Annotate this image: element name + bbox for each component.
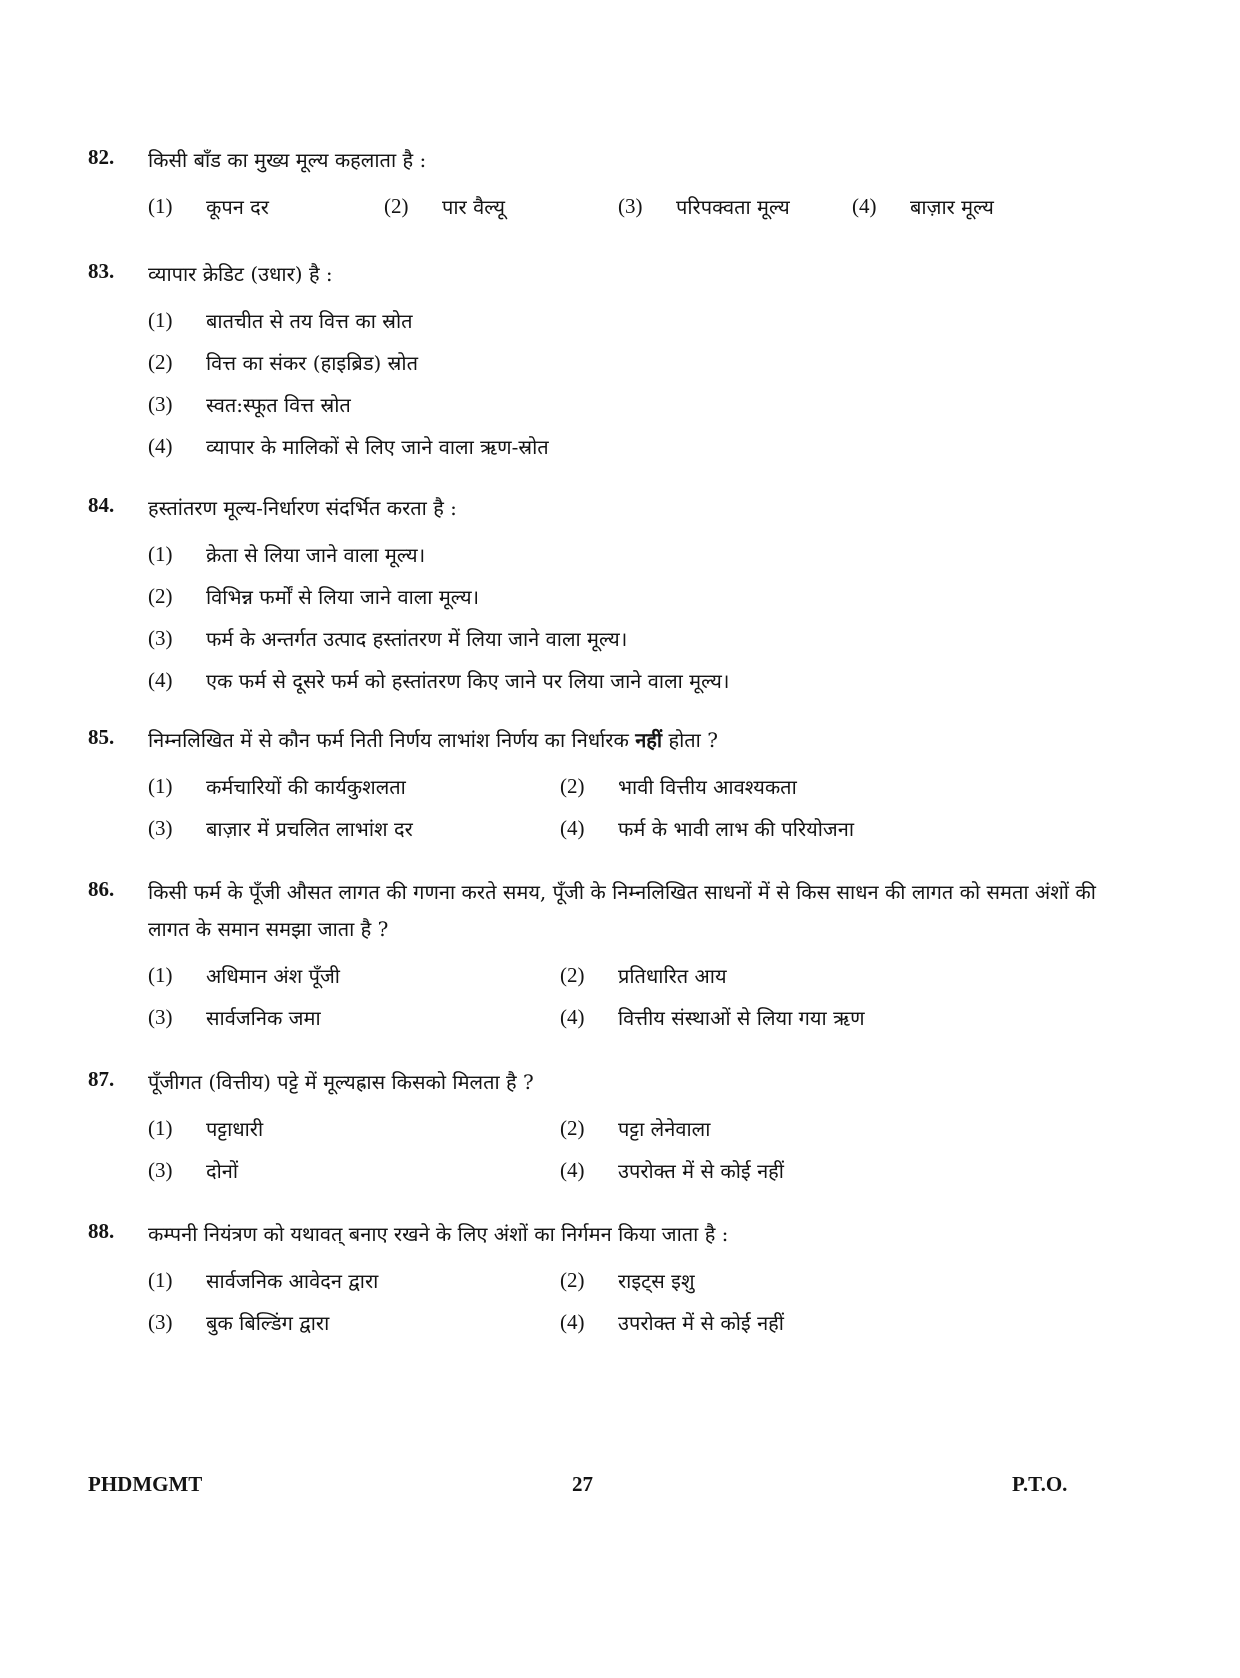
question-83 <box>88 256 1108 467</box>
option-number: (2) <box>148 583 173 608</box>
option-number: (4) <box>560 1157 585 1182</box>
question-82 <box>88 142 1108 227</box>
option-text: उपरोक्त में से कोई नहीं <box>618 1158 784 1183</box>
option-number: (2) <box>560 962 585 987</box>
option-number: (4) <box>560 1004 585 1029</box>
option-text: क्रेता से लिया जाने वाला मूल्य। <box>206 542 426 567</box>
option-3 <box>618 193 852 220</box>
option-1 <box>148 962 560 989</box>
question-number: 82. <box>88 145 115 169</box>
option-text: बाज़ार में प्रचलित लाभांश दर <box>206 816 413 841</box>
options-row <box>148 996 1108 1038</box>
option-text: विभिन्न फर्मों से लिया जाने वाला मूल्य। <box>206 584 480 609</box>
option-text: बुक बिल्डिंग द्वारा <box>206 1310 330 1335</box>
option-number: (1) <box>148 307 173 332</box>
option-1 <box>148 299 1108 341</box>
option-number: (1) <box>148 1267 173 1292</box>
option-text: राइट्स इशु <box>618 1268 695 1293</box>
option-number: (4) <box>560 815 585 840</box>
option-number: (2) <box>384 193 409 218</box>
option-text: अधिमान अंश पूँजी <box>206 963 340 988</box>
option-text: वित्त का संकर (हाइब्रिड) स्रोत <box>206 350 418 375</box>
option-2 <box>560 1267 695 1294</box>
question-text: किसी फर्म के पूँजी औसत लागत की गणना करते समय, पूँजी के निम्नलिखित साधनों में से किस साधन की लागत को समता अंशों की लागत के समान समझा जाता है ? <box>148 880 1096 941</box>
option-text: पट्टा लेनेवाला <box>618 1116 711 1141</box>
question-number: 87. <box>88 1067 115 1091</box>
question-number: 85. <box>88 725 115 749</box>
option-2 <box>560 1115 710 1142</box>
option-text: वित्तीय संस्थाओं से लिया गया ऋण <box>618 1005 865 1030</box>
option-4 <box>560 815 854 842</box>
option-text: भावी वित्तीय आवश्यकता <box>618 774 797 799</box>
pto-label: P.T.O. <box>1012 1472 1068 1496</box>
option-number: (1) <box>148 773 173 798</box>
option-text: फर्म के अन्तर्गत उत्पाद हस्तांतरण में लिया जाने वाला मूल्य। <box>206 626 628 651</box>
option-text: पट्टाधारी <box>206 1116 264 1141</box>
option-number: (3) <box>148 1004 173 1029</box>
option-number: (1) <box>148 1115 173 1140</box>
options-row <box>148 1301 1108 1343</box>
option-4 <box>852 193 994 220</box>
option-text: बातचीत से तय वित्त का स्रोत <box>206 308 413 333</box>
options-row <box>148 765 1108 807</box>
option-text: व्यापार के मालिकों से लिए जाने वाला ऋण-स्रोत <box>206 434 549 459</box>
option-text: कर्मचारियों की कार्यकुशलता <box>206 774 406 799</box>
question-text-emphasis: नहीं <box>635 728 663 752</box>
question-number: 88. <box>88 1219 115 1243</box>
option-number: (3) <box>148 1309 173 1334</box>
question-number: 86. <box>88 877 115 901</box>
option-text: पार वैल्यू <box>442 194 505 219</box>
option-number: (3) <box>618 193 643 218</box>
option-number: (3) <box>148 815 173 840</box>
option-text: स्वत:स्फूत वित्त स्रोत <box>206 392 351 417</box>
question-text-end: होता ? <box>662 728 718 752</box>
option-number: (3) <box>148 1157 173 1182</box>
option-4 <box>560 1157 784 1184</box>
question-number: 84. <box>88 493 115 517</box>
options-row <box>148 1259 1108 1301</box>
option-text: कूपन दर <box>206 194 269 219</box>
option-number: (1) <box>148 962 173 987</box>
option-1 <box>148 1115 560 1142</box>
option-number: (3) <box>148 391 173 416</box>
option-3 <box>148 383 1108 425</box>
option-number: (2) <box>148 349 173 374</box>
option-2 <box>384 193 618 220</box>
option-2 <box>560 773 797 800</box>
page-number: 27 <box>572 1472 593 1496</box>
options-row <box>148 807 1108 849</box>
option-number: (2) <box>560 1267 585 1292</box>
question-86 <box>88 874 1108 1038</box>
question-text-start: निम्नलिखित में से कौन फर्म निती निर्णय लाभांश निर्णय का निर्धारक <box>148 728 636 752</box>
option-number: (2) <box>560 773 585 798</box>
option-text: सार्वजनिक जमा <box>206 1005 321 1030</box>
option-text: बाज़ार मूल्य <box>910 194 994 219</box>
options-row <box>148 1149 1108 1191</box>
option-1 <box>148 773 560 800</box>
option-4 <box>560 1004 865 1031</box>
option-number: (4) <box>560 1309 585 1334</box>
options-row <box>148 954 1108 996</box>
question-84 <box>88 490 1108 701</box>
option-number: (2) <box>560 1115 585 1140</box>
question-88 <box>88 1216 1108 1343</box>
option-2 <box>560 962 727 989</box>
exam-code: PHDMGMT <box>88 1472 203 1496</box>
option-2 <box>148 575 1108 617</box>
option-3 <box>148 815 560 842</box>
option-number: (4) <box>148 433 173 458</box>
option-2 <box>148 341 1108 383</box>
option-text: परिपक्वता मूल्य <box>676 194 790 219</box>
question-text: पूँजीगत (वित्तीय) पट्टे में मूल्यह्रास किसको मिलता है ? <box>148 1070 534 1094</box>
option-text: एक फर्म से दूसरे फर्म को हस्तांतरण किए जाने पर लिया जाने वाला मूल्य। <box>206 668 730 693</box>
options-row <box>148 185 1108 227</box>
option-text: फर्म के भावी लाभ की परियोजना <box>618 816 855 841</box>
option-number: (1) <box>148 541 173 566</box>
question-text: व्यापार क्रेडिट (उधार) है : <box>148 262 333 286</box>
option-1 <box>148 533 1108 575</box>
question-85 <box>88 722 1108 849</box>
question-text <box>148 722 1108 759</box>
option-4 <box>560 1309 784 1336</box>
option-1 <box>148 1267 560 1294</box>
options-row <box>148 1107 1108 1149</box>
option-3 <box>148 1309 560 1336</box>
option-number: (4) <box>852 193 877 218</box>
option-3 <box>148 617 1108 659</box>
question-number: 83. <box>88 259 115 283</box>
option-1 <box>148 193 384 220</box>
option-3 <box>148 1004 560 1031</box>
option-4 <box>148 659 1108 701</box>
question-87 <box>88 1064 1108 1191</box>
question-text: किसी बॉंड का मुख्य मूल्य कहलाता है : <box>148 148 427 172</box>
option-4 <box>148 425 1108 467</box>
option-text: उपरोक्त में से कोई नहीं <box>618 1310 784 1335</box>
option-number: (1) <box>148 193 173 218</box>
option-number: (4) <box>148 667 173 692</box>
option-number: (3) <box>148 625 173 650</box>
question-text: कम्पनी नियंत्रण को यथावत् बनाए रखने के लिए अंशों का निर्गमन किया जाता है : <box>148 1222 729 1246</box>
option-text: दोनों <box>206 1158 239 1183</box>
option-3 <box>148 1157 560 1184</box>
option-text: प्रतिधारित आय <box>618 963 727 988</box>
question-text: हस्तांतरण मूल्य-निर्धारण संदर्भित करता है : <box>148 496 457 520</box>
option-text: सार्वजनिक आवेदन द्वारा <box>206 1268 379 1293</box>
